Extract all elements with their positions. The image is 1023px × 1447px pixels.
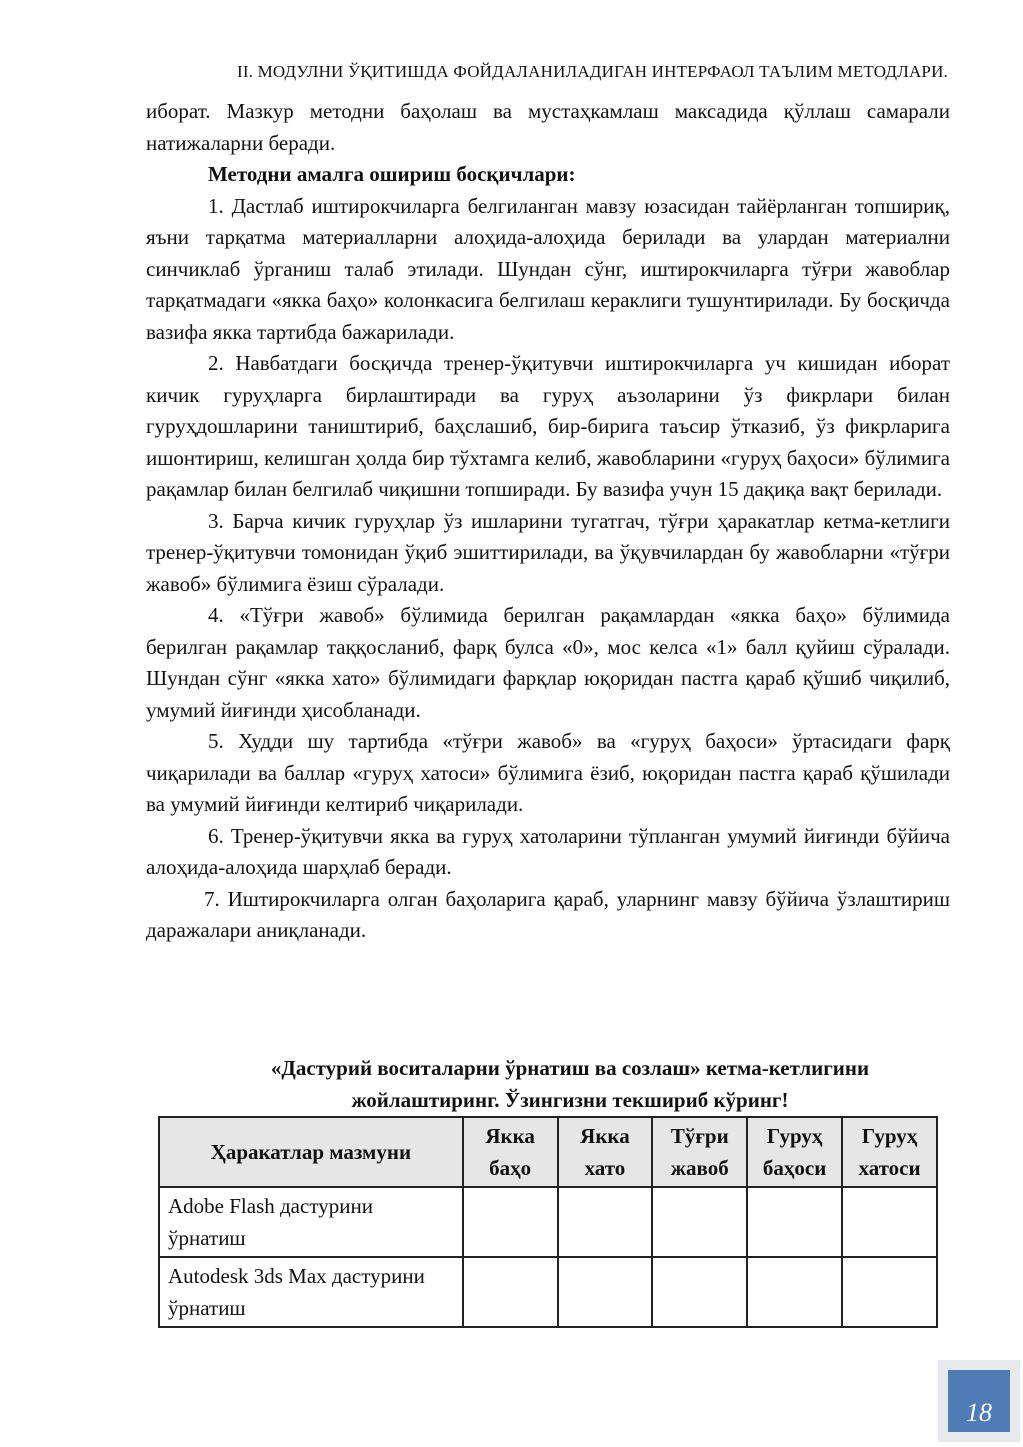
table-header-row xyxy=(159,1117,937,1187)
task-title-line-1: «Дастурий воситаларни ўрнатиш ва созлаш» кетма-кетлигини xyxy=(270,1056,870,1080)
row-label-cell: Adobe Flash дастурини ўрнатиш xyxy=(159,1187,463,1257)
column-header-actions: Ҳаракатлар мазмуни xyxy=(159,1117,463,1187)
document-body xyxy=(146,96,950,947)
column-header-group-score: Гуруҳ баҳоси xyxy=(747,1117,842,1187)
column-header-individual-error: Якка хато xyxy=(558,1117,653,1187)
task-title-line-2: жойлаштиринг. Ўзингизни текшириб кўринг! xyxy=(351,1088,789,1112)
individual-error-cell[interactable] xyxy=(558,1187,653,1257)
column-header-group-error: Гуруҳ хатоси xyxy=(842,1117,937,1187)
step-1: 1. Дастлаб иштирокчиларга белгиланган мавзу юзасидан тайёрланган топшириқ, яъни тарқатма материалларни алоҳида-алоҳида берилади ва улардан материални синчиклаб ўрганиш талаб этилади. Шундан сўнг, иштирокчиларга тўғри жавоблар тарқатмадаги «якка баҳо» колонкасига белгилаш кераклиги тушунтирилади. Бу босқичда вазифа якка тартибда бажарилади. xyxy=(146,193,950,344)
individual-error-cell[interactable] xyxy=(558,1257,653,1327)
individual-score-cell[interactable] xyxy=(463,1257,558,1327)
task-title xyxy=(150,1052,990,1116)
step-5: 5. Худди шу тартибда «тўғри жавоб» ва «гуруҳ баҳоси» ўртасидаги фарқ чиқарилади ва баллар «гуруҳ хатоси» бўлимига ёзиб, юқоридан пастга қараб қўшилади ва умумий йиғинди келтириб чиқарилади. xyxy=(146,729,950,816)
column-header-individual-score: Якка баҳо xyxy=(463,1117,558,1187)
group-score-cell[interactable] xyxy=(747,1257,842,1327)
individual-score-cell[interactable] xyxy=(463,1187,558,1257)
group-error-cell[interactable] xyxy=(842,1257,937,1327)
correct-answer-cell[interactable] xyxy=(652,1187,747,1257)
evaluation-table xyxy=(158,1116,938,1328)
intro-paragraph: иборат. Мазкур методни баҳолаш ва мустаҳкамлаш максадида қўллаш самарали натижаларни беради. xyxy=(146,99,950,155)
step-4: 4. «Тўғри жавоб» бўлимида берилган рақамлардан «якка баҳо» бўлимида берилган рақамлар таққосланиб, фарқ булса «0», мос келса «1» балл қуйиш сўралади. Шундан сўнг «якка хато» бўлимидаги фарқлар юқоридан пастга қараб қўшиб чиқилиб, умумий йиғинди ҳисобланади. xyxy=(146,603,950,722)
step-2: 2. Навбатдаги босқичда тренер-ўқитувчи иштирокчиларга уч кишидан иборат кичик гуруҳларга бирлаштиради ва гуруҳ аъзоларини ўз фикрлари билан гуруҳдошларини таништириб, баҳслашиб, бир-бирига таъсир ўтказиб, ўз фикрларига ишонтириш, келишган ҳолда бир тўхтамга келиб, жавобларини «гуруҳ баҳоси» бўлимига рақамлар билан белгилаб чиқишни топширади. Бу вазифа учун 15 дақиқа вақт берилади. xyxy=(146,351,950,501)
step-7: 7. Иштирокчиларга олган баҳоларига қараб, уларнинг мавзу бўйича ўзлаштириш даражалари аниқланади. xyxy=(146,886,950,942)
step-3: 3. Барча кичик гуруҳлар ўз ишларини тугатгач, тўғри ҳаракатлар кетма-кетлиги тренер-ўқитувчи томонидан ўқиб эшиттирилади, ва ўқувчилардан бу жавобларни «тўғри жавоб» бўлимига ёзиш сўралади. xyxy=(146,508,950,596)
correct-answer-cell[interactable] xyxy=(652,1257,747,1327)
running-header: II. МОДУЛНИ ЎҚИТИШДА ФОЙДАЛАНИЛАДИГАН ИНТЕРФАОЛ ТАЪЛИМ МЕТОДЛАРИ. xyxy=(236,62,948,81)
group-score-cell[interactable] xyxy=(747,1187,842,1257)
row-label-cell: Autodesk 3ds Max дастурини ўрнатиш xyxy=(159,1257,463,1327)
step-6: 6. Тренер-ўқитувчи якка ва гуруҳ хатоларини тўпланган умумий йиғинди бўйича алоҳида-алоҳида шарҳлаб беради. xyxy=(146,823,950,879)
group-error-cell[interactable] xyxy=(842,1187,937,1257)
table-row xyxy=(159,1187,937,1257)
page-number: 18 xyxy=(948,1370,1010,1432)
column-header-correct-answer: Тўғри жавоб xyxy=(652,1117,747,1187)
table-row xyxy=(159,1257,937,1327)
steps-heading: Методни амалга ошириш босқичлари: xyxy=(208,162,576,186)
